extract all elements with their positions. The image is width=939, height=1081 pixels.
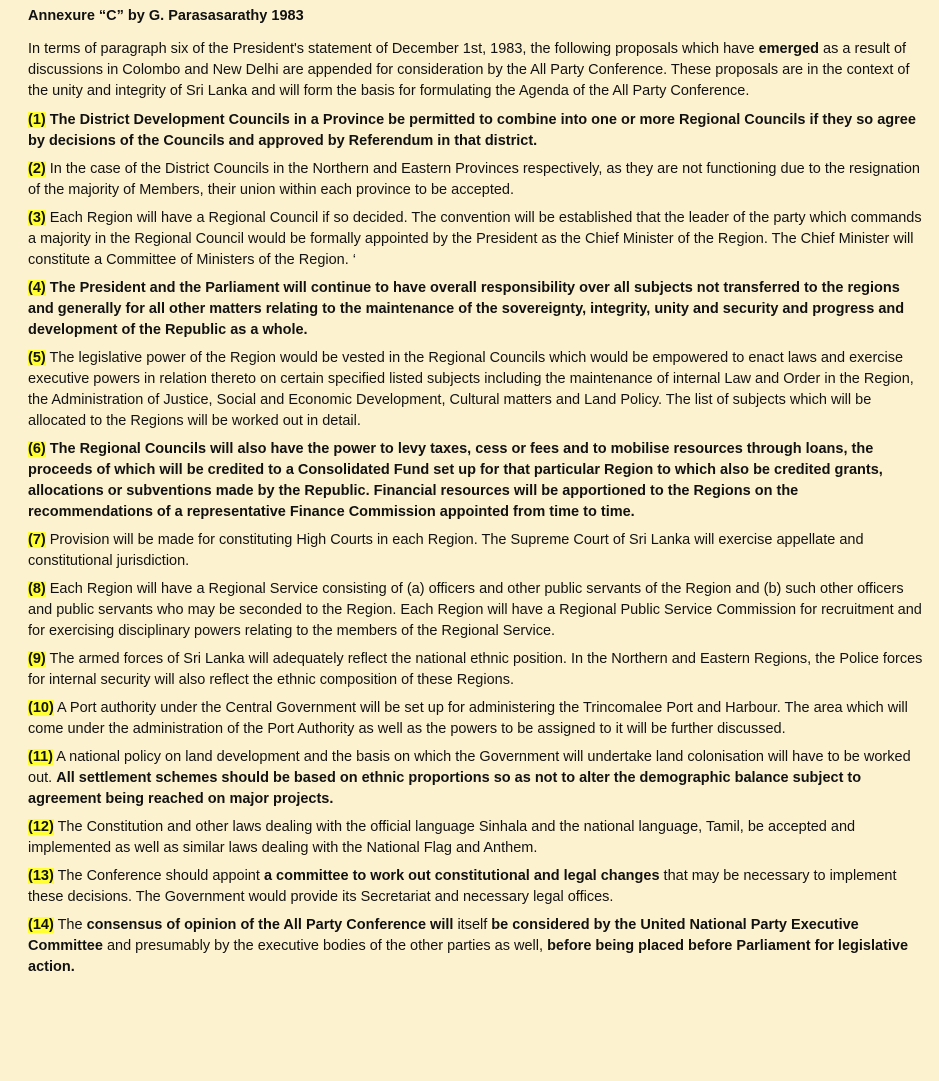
- text-segment: be considered by the United National Party Executive Committee: [28, 917, 859, 954]
- text-segment: The armed forces of Sri Lanka will adequately reflect the national ethnic position. In the Northern and Eastern Regions, the Police forces for internal security will also reflect the ethnic composition of these Regions.: [28, 651, 923, 688]
- text-segment: The Conference should appoint: [53, 868, 264, 884]
- text-segment: Provision will be made for constituting High Courts in each Region. The Supreme Court of Sri Lanka will exercise appellate and constitutional jurisdiction.: [28, 532, 864, 569]
- text-segment: emerged: [758, 41, 820, 57]
- proposal-paragraph: [28, 817, 927, 859]
- proposal-paragraph: [28, 159, 927, 201]
- text-segment: The legislative power of the Region would be vested in the Regional Councils which would be empowered to enact laws and exercise executive powers in relation thereto on certain specified listed subjects including the maintenance of internal Law and Order in the Region, the Administration of Justice, Social and Economic Development, Cultural matters and Land Policy. The list of subjects which will be allocated to the Regions will be worked out in detail.: [28, 350, 914, 429]
- proposal-paragraph: [28, 208, 927, 271]
- intro-paragraph: [28, 39, 927, 102]
- text-segment: In terms of paragraph six of the President's statement of December 1st, 1983, the following proposals which have: [28, 41, 759, 57]
- text-segment: The District Development Councils in a Province be permitted to combine into one or more Regional Councils if they so agree by decisions of the Councils and approved by Referendum in that district.: [28, 112, 916, 149]
- proposal-number: (3): [28, 210, 46, 226]
- proposal-number: (6): [28, 441, 46, 457]
- text-segment: Each Region will have a Regional Council if so decided. The convention will be established that the leader of the party which commands a majority in the Regional Council would be formally appointed by the President as the Chief Minister of the Region. The Chief Minister will constitute a Committee of Ministers of the Region. ‘: [28, 210, 922, 268]
- text-segment: Each Region will have a Regional Service consisting of (a) officers and other public servants of the Region and (b) such other officers and public servants who may be seconded to the Region. Each Region will have a Regional Public Service Commission for recruitment and for exercising disciplinary powers relating to the members of the Regional Service.: [28, 581, 922, 639]
- proposal-paragraph: [28, 915, 927, 978]
- proposal-paragraph: [28, 698, 927, 740]
- proposal-paragraph: [28, 649, 927, 691]
- proposal-number: (10): [28, 700, 54, 716]
- text-segment: In the case of the District Councils in the Northern and Eastern Provinces respectively, as they are not functioning due to the resignation of the majority of Members, their union within each province to be accepted.: [28, 161, 920, 198]
- text-segment: before being placed before Parliament for legislative action.: [28, 938, 909, 975]
- text-segment: and presumably by the executive bodies of the other parties as well,: [102, 938, 548, 954]
- proposal-number: (7): [28, 532, 46, 548]
- text-segment: itself: [453, 917, 492, 933]
- proposal-paragraph: [28, 439, 927, 523]
- proposal-number: (1): [28, 112, 46, 128]
- proposal-paragraph: [28, 530, 927, 572]
- proposal-number: (4): [28, 280, 46, 296]
- text-segment: that may be necessary to implement these decisions. The Government would provide its Secretariat and necessary legal offices.: [28, 868, 897, 905]
- proposal-paragraph: [28, 348, 927, 432]
- proposal-number: (2): [28, 161, 46, 177]
- proposal-number: (12): [28, 819, 54, 835]
- text-segment: The President and the Parliament will continue to have overall responsibility over all subjects not transferred to the regions and generally for all other matters relating to the maintenance of the sovereignty, integrity, unity and security and progress and development of the Republic as a whole.: [28, 280, 905, 338]
- text-segment: All settlement schemes should be based on ethnic proportions so as not to alter the demographic balance subject to agreement being reached on major projects.: [28, 770, 862, 807]
- proposal-number: (13): [28, 868, 54, 884]
- text-segment: A Port authority under the Central Government will be set up for administering the Trincomalee Port and Harbour. The area which will come under the administration of the Port Authority as well as the powers to be assigned to it will be further discussed.: [28, 700, 908, 737]
- text-segment: The Constitution and other laws dealing with the official language Sinhala and the national language, Tamil, be accepted and implemented as well as similar laws dealing with the National Flag and Anthem.: [28, 819, 856, 856]
- text-segment: a committee to work out constitutional and legal changes: [263, 868, 660, 884]
- text-segment: consensus of opinion of the All Party Conference will: [86, 917, 454, 933]
- proposal-paragraph: [28, 278, 927, 341]
- proposal-paragraph: [28, 747, 927, 810]
- text-segment: The Regional Councils will also have the power to levy taxes, cess or fees and to mobilise resources through loans, the proceeds of which will be credited to a Consolidated Fund set up for that particular Region to which also be credited grants, allocations or subventions made by the Republic. Financial resources will be apportioned to the Regions on the recommendations of a representative Finance Commission appointed from time to time.: [28, 441, 883, 520]
- text-segment: The: [53, 917, 87, 933]
- proposal-number: (9): [28, 651, 46, 667]
- proposals-list: [28, 110, 927, 978]
- proposal-number: (14): [28, 917, 54, 933]
- proposal-number: (5): [28, 350, 46, 366]
- proposal-number: (8): [28, 581, 46, 597]
- document-title: Annexure “C” by G. Parasasarathy 1983: [28, 8, 304, 24]
- text-segment: A national policy on land development and the basis on which the Government will undertake land colonisation will have to be worked out.: [28, 749, 911, 786]
- proposal-number: (11): [28, 749, 53, 765]
- proposal-paragraph: [28, 866, 927, 908]
- text-segment: as a result of discussions in Colombo and New Delhi are appended for consideration by the All Party Conference. These proposals are in the context of the unity and integrity of Sri Lanka and will form the basis for formulating the Agenda of the All Party Conference.: [28, 41, 910, 99]
- proposal-paragraph: [28, 579, 927, 642]
- proposal-paragraph: [28, 110, 927, 152]
